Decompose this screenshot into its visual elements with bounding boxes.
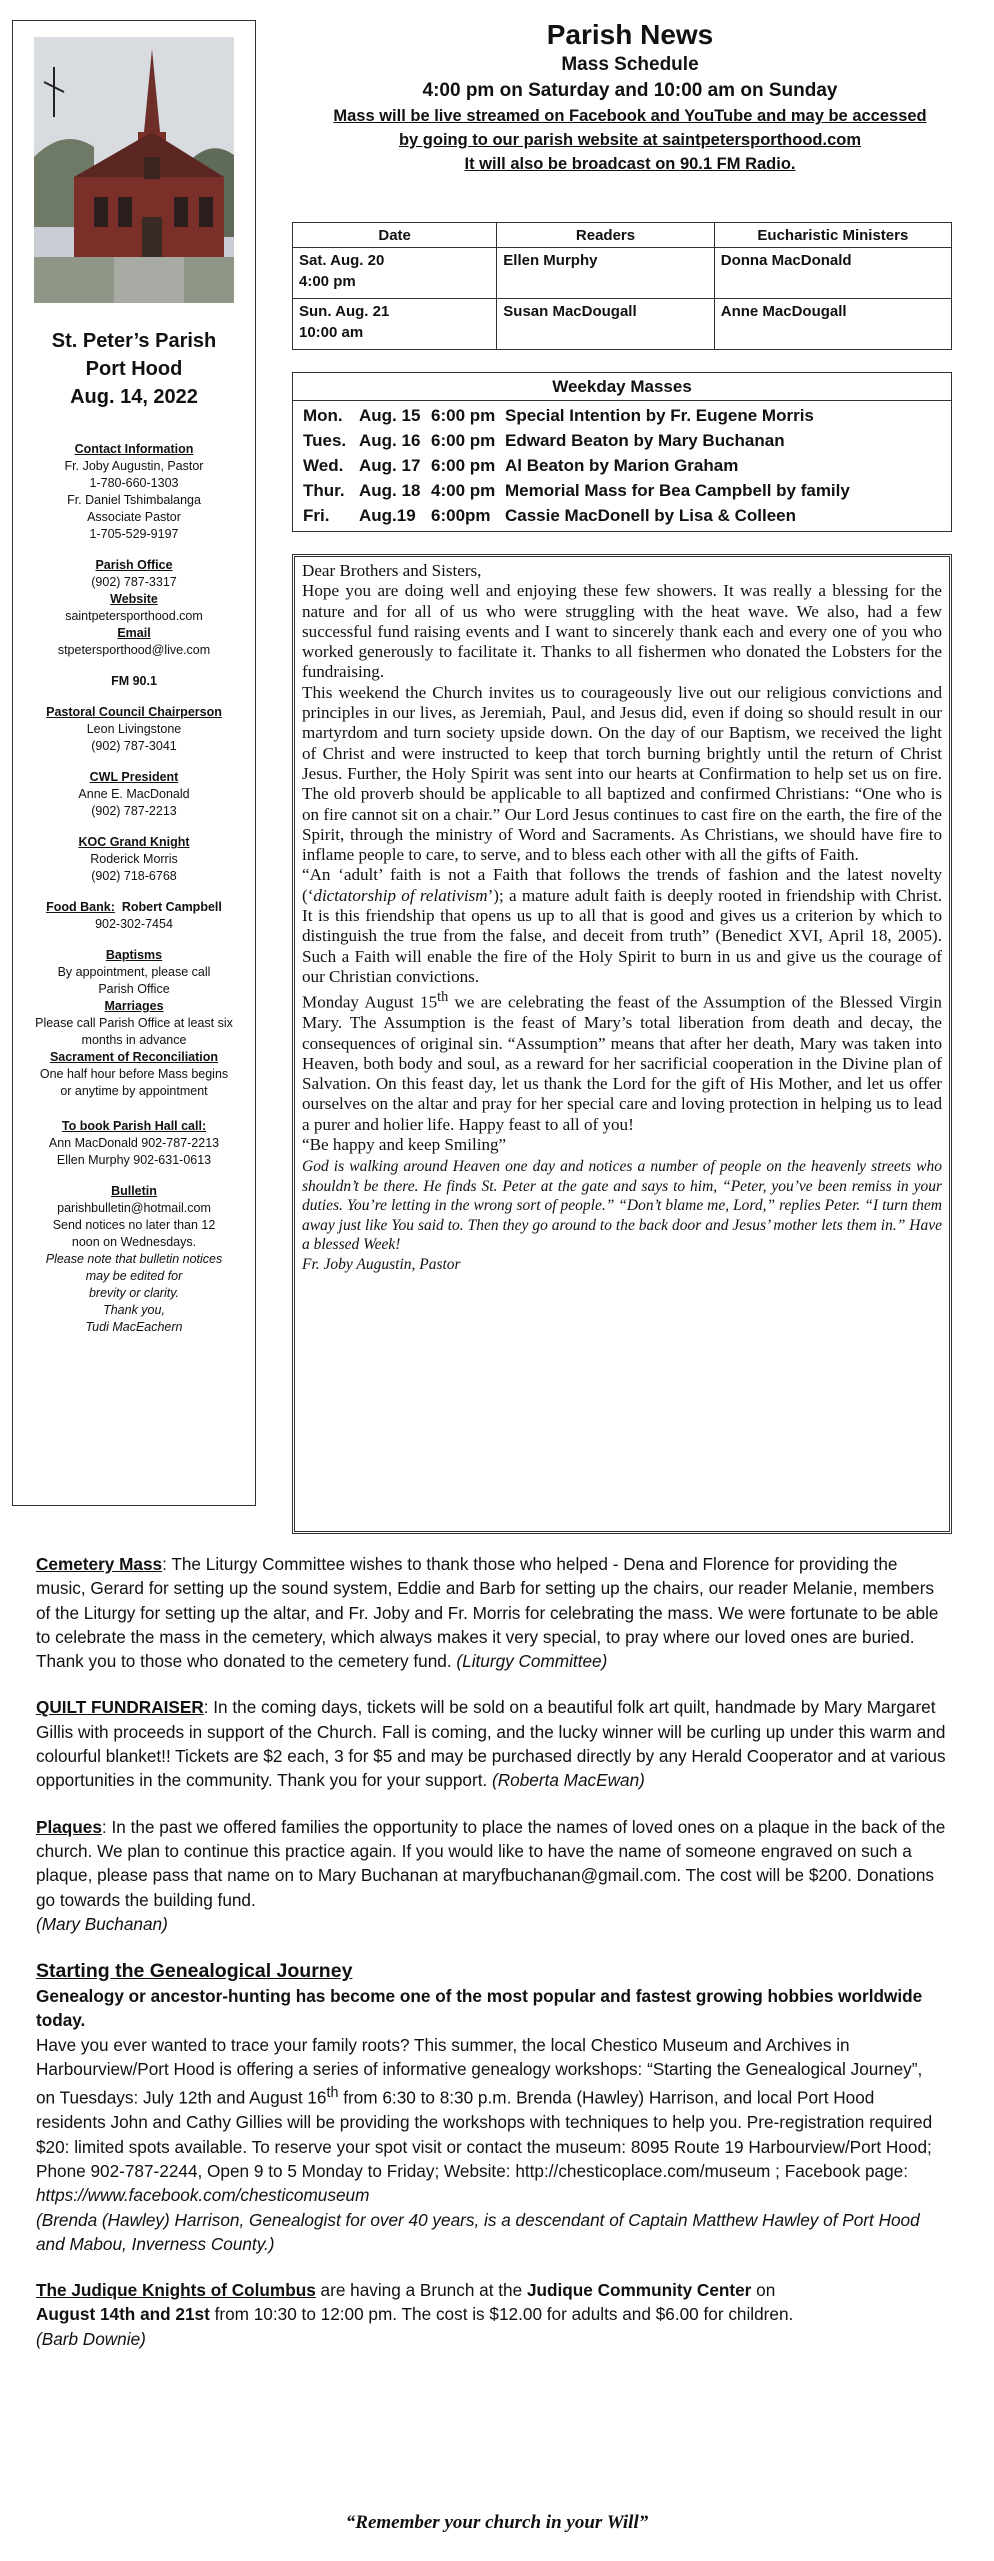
parish-name-line1: St. Peter’s Parish: [51, 330, 217, 352]
letter-smile-line: “Be happy and keep Smiling”: [302, 1135, 507, 1154]
cwl-heading: CWL President: [89, 770, 179, 784]
office-heading: Parish Office: [95, 558, 173, 572]
radio-frequency: FM 90.1: [111, 674, 157, 688]
council-phone: (902) 787-3041: [91, 739, 177, 753]
bulletin-note5: Tudi MacEachern: [85, 1320, 183, 1334]
list-item: Fri. Aug.19 6:00pm Cassie MacDonell by Lisa & Colleen: [303, 506, 796, 525]
col-header-readers: Readers: [497, 223, 714, 248]
cwl-section: [13, 769, 255, 820]
email-link[interactable]: stpetersporthood@live.com: [57, 643, 211, 657]
assoc-pastor-title: Associate Pastor: [87, 510, 181, 524]
col-header-ministers: Eucharistic Ministers: [714, 223, 951, 248]
foodbank-heading: Food Bank:: [46, 900, 115, 914]
marriages-line1: Please call Parish Office at least six: [35, 1016, 233, 1030]
cell-readers: Ellen Murphy: [497, 248, 714, 299]
office-phone: (902) 787-3317: [91, 575, 177, 589]
plaques-heading: Plaques: [36, 1816, 102, 1837]
cwl-name: Anne E. MacDonald: [78, 787, 190, 801]
pastor-letter: [292, 554, 952, 1534]
baptisms-line1: By appointment, please call: [57, 965, 211, 979]
parish-name-line2: Port Hood: [85, 358, 183, 380]
foodbank-name: Robert Campbell: [121, 900, 222, 914]
sidebar: [12, 20, 256, 1506]
mass-times: 4:00 pm on Saturday and 10:00 am on Sunday: [422, 80, 838, 101]
hall-contact1: Ann MacDonald 902-787-2213: [48, 1136, 220, 1150]
letter-joke: God is walking around Heaven one day and notices a number of people on the heavenly streets who shouldn’t be there. He finds St. Peter at the gate and says to him, “Peter, you’ve been remiss in your duties. You’re letting in the wrong sort of people.” “Don’t blame me, Lord,” replies Peter. “I turn them away just like You said to. Then they go around to the back door and Jesus’ mother lets them in.” Have a blessed Week!: [302, 1158, 942, 1254]
assoc-pastor-name: Fr. Daniel Tshimbalanga: [67, 493, 201, 507]
cell-date: Sun. Aug. 21 10:00 am: [293, 299, 497, 350]
weekday-masses-box: [292, 372, 952, 532]
bulletin-note1: Please note that bulletin notices: [45, 1252, 223, 1266]
office-section: [13, 557, 255, 659]
cell-readers: Susan MacDougall: [497, 299, 714, 350]
contact-section: [13, 441, 255, 543]
pastor-phone: 1-780-660-1303: [89, 476, 179, 490]
church-photo: [34, 37, 234, 303]
website-heading: Website: [110, 592, 158, 606]
weekday-title: Weekday Masses: [293, 373, 951, 401]
facebook-link[interactable]: https://www.facebook.com/chesticomuseum: [36, 2185, 370, 2206]
baptisms-heading: Baptisms: [105, 948, 163, 962]
letter-paragraph: Monday August 15th we are celebrating the feast of the Assumption of the Blessed Virgin Mary. The Assumption is the feast of Mary’s total liberation from death and decay, the consequences of original sin. “Assumption” means that after her death, Mary was taken into Heaven, both body and soul, as a reward for her sacrificial cooperation in the Divine plan of Salvation. On this feast day, let us thank the Lord for the gift of His Mother, and let us offer ourselves on the altar and pray for her special care and loving protection in helping us to lead a purer and holier life. Happy feast to all of you!: [302, 989, 942, 1134]
koc-name: Roderick Morris: [90, 852, 178, 866]
foodbank-section: [13, 899, 255, 933]
email-heading: Email: [117, 626, 151, 640]
hall-heading: To book Parish Hall call:: [61, 1119, 207, 1133]
parish-name: [13, 327, 255, 411]
list-item: Tues. Aug. 16 6:00 pm Edward Beaton by Mary Buchanan: [303, 431, 785, 450]
letter-greeting: Dear Brothers and Sisters,: [302, 561, 482, 580]
hall-section: [13, 1118, 255, 1169]
stream-line1: Mass will be live streamed on Facebook and YouTube and may be accessed: [333, 107, 927, 125]
bulletin-note4: Thank you,: [103, 1303, 165, 1317]
plaques-notice: Plaques: In the past we offered families the opportunity to place the names of loved ones on a plaque in the back of the church. We plan to continue this practice again. If you would like to have the name of someone engraved on such a plaque, please pass that name on to Mary Buchanan at maryfbuchanan@gmail.com. The cost will be $200. Donations go towards the building fund. (Mary Buchanan): [36, 1816, 946, 1934]
quilt-notice: QUILT FUNDRAISER: In the coming days, tickets will be sold on a beautiful folk art quilt, handmade by Mary Margaret Gillis with proceeds in support of the Church. Fall is coming, and the lucky winner will be curling up under this warm and colourful blanket!! Tickets are $2 each, 3 for $5 and may be purchased directly by any Herald Cooperator and at various opportunities in the community. Thank you for your support. (Roberta MacEwan): [36, 1697, 946, 1791]
koc-heading: KOC Grand Knight: [78, 835, 190, 849]
page-header: [280, 18, 980, 176]
bulletin-date: Aug. 14, 2022: [70, 386, 198, 408]
ministry-schedule-table: [292, 222, 952, 350]
cwl-phone: (902) 787-2213: [91, 804, 177, 818]
letter-paragraph: This weekend the Church invites us to courageously live out our religious convictions and principles in our lives, as Jeremiah, Paul, and Jesus did, even if doing so should result in our martyrdom and turn society upside down. On the day of our Baptism, we received the light of Christ and were instructed to keep that torch burning brightly until the return of Christ Jesus. Further, the Holy Spirit was sent into our hearts at Confirmation to help set us on fire. The old proverb should be applicable to all baptized and confirmed Christians: “One who is on fire cannot sit on a chair.” Our Lord Jesus continues to cast fire on the earth, the fire of the Spirit, through the ministry of Word and Sacraments. As Christians, we should have fire to inflame people to care, to serve, and to bless each other with all the gifts of Faith.: [302, 682, 942, 865]
stream-line3: It will also be broadcast on 90.1 FM Radio.: [464, 155, 796, 173]
letter-paragraph: Hope you are doing well and enjoying these few showers. It was really a blessing for the nature and for all of us who were struggling with the heat wave. We also, had a few successful fund raising events and I want to sincerely thank each and every one of you who worked generously to facilitate it. Thanks to all fishermen who donated the Lobsters for the fundraising.: [302, 581, 942, 682]
bulletin-note2: may be edited for: [85, 1269, 183, 1283]
col-header-date: Date: [293, 223, 497, 248]
koc-section: [13, 834, 255, 885]
hall-contact2: Ellen Murphy 902-631-0613: [56, 1153, 212, 1167]
council-section: [13, 704, 255, 755]
reconciliation-line1: One half hour before Mass begins: [39, 1067, 229, 1081]
letter-paragraph: “An ‘adult’ faith is not a Faith that follows the trends of fashion and the latest novelty (‘dictatorship of relativism’); a mature adult faith is deeply rooted in friendship with Christ. It is this friendship that opens us up to all that is good and gives us a criterion by which to distinguish the true from the false, and deceit from truth” (Benedict XVI, April 18, 2005). Such a Faith will enable the fire of the Holy Spirit to burn in us and give us the courage of our Christian convictions.: [302, 865, 942, 986]
table-row: [293, 248, 952, 299]
koc-brunch-heading: The Judique Knights of Columbus: [36, 2280, 316, 2301]
reconciliation-line2: or anytime by appointment: [60, 1084, 208, 1098]
cell-ministers: Anne MacDougall: [714, 299, 951, 350]
list-item: Mon. Aug. 15 6:00 pm Special Intention by Fr. Eugene Morris: [303, 406, 814, 425]
cemetery-notice: Cemetery Mass: The Liturgy Committee wishes to thank those who helped - Dena and Florence for providing the music, Gerard for setting up the sound system, Eddie and Barb for setting up the chairs, our reader Melanie, members of the Liturgy for setting up the altar, and Fr. Joby and Fr. Morris for celebrating the mass. We were fortunate to be able to celebrate the mass in the cemetery, which always makes it very special, to pray where our loved ones are buried. Thank you to those who donated to the cemetery fund. (Liturgy Committee): [36, 1554, 939, 1672]
cemetery-heading: Cemetery Mass: [36, 1554, 163, 1574]
list-item: Thur. Aug. 18 4:00 pm Memorial Mass for Bea Campbell by family: [303, 481, 850, 500]
footer-motto: “Remember your church in your Will”: [345, 2512, 649, 2533]
marriages-line2: months in advance: [81, 1033, 187, 1047]
cell-date: Sat. Aug. 20 4:00 pm: [293, 248, 497, 299]
bulletin-heading: Bulletin: [111, 1184, 157, 1198]
bulletin-section: [13, 1183, 255, 1336]
contact-heading: Contact Information: [74, 442, 194, 456]
radio-section: [13, 673, 255, 690]
table-row: [293, 299, 952, 350]
baptisms-line2: Parish Office: [98, 982, 170, 996]
bulletin-email[interactable]: parishbulletin@hotmail.com: [57, 1201, 211, 1215]
bulletin-line1: Send notices no later than 12: [52, 1218, 216, 1232]
genealogy-notice: Genealogy or ancestor-hunting has become one of the most popular and fastest growing hobbies worldwide today. Have you ever wanted to trace your family roots? This summer, the local Chestico Museum and Archives in Harbourview/Port Hood is offering a series of informative genealogy workshops: “Starting the Genealogical Journey”, on Tuesdays: July 12th and August 16th from 6:30 to 8:30 p.m. Brenda (Hawley) Harrison, and local Port Hood residents John and Cathy Gillies will be providing the workshops with techniques to help you. Pre-registration required $20: limited spots available. To reserve your spot visit or contact the museum: 8095 Route 19 Harbourview/Port Hood; Phone 902-787-2244, Open 9 to 5 Monday to Friday; Website: http://chesticoplace.com/museum ; Facebook page: https://www.facebook.com/chesticomuseum (Brenda (Hawley) Harrison, Genealogist for over 40 years, is a descendant of Captain Matthew Hawley of Port Hood and Mabou, Inverness County.): [36, 1986, 933, 2254]
genealogy-heading: Starting the Genealogical Journey: [36, 1960, 353, 1983]
bulletin-note3: brevity or clarity.: [88, 1286, 180, 1300]
koc-notice: The Judique Knights of Columbus are having a Brunch at the Judique Community Center on August 14th and 21st from 10:30 to 12:00 pm. The cost is $12.00 for adults and $6.00 for children. (Barb Downie): [36, 2280, 794, 2349]
sacraments-section: [13, 947, 255, 1100]
notices-section: [36, 1552, 946, 2373]
website-link[interactable]: saintpetersporthood.com: [65, 609, 203, 623]
bulletin-line2: noon on Wednesdays.: [71, 1235, 197, 1249]
list-item: Wed. Aug. 17 6:00 pm Al Beaton by Marion Graham: [303, 456, 739, 475]
stream-line2: by going to our parish website at saintpetersporthood.com: [398, 131, 862, 149]
pastor-name: Fr. Joby Augustin, Pastor: [64, 459, 204, 473]
assoc-pastor-phone: 1-705-529-9197: [89, 527, 179, 541]
page-subtitle: Mass Schedule: [561, 54, 699, 75]
marriages-heading: Marriages: [104, 999, 164, 1013]
foodbank-phone: 902-302-7454: [95, 917, 173, 931]
page-title: Parish News: [546, 19, 714, 50]
quilt-heading: QUILT FUNDRAISER: [36, 1697, 204, 1718]
council-heading: Pastoral Council Chairperson: [46, 705, 222, 719]
reconciliation-heading: Sacrament of Reconciliation: [49, 1050, 219, 1064]
letter-signature: Fr. Joby Augustin, Pastor: [302, 1255, 461, 1273]
table-header-row: [293, 223, 952, 248]
council-name: Leon Livingstone: [86, 722, 182, 736]
koc-phone: (902) 718-6768: [91, 869, 177, 883]
cell-ministers: Donna MacDonald: [714, 248, 951, 299]
